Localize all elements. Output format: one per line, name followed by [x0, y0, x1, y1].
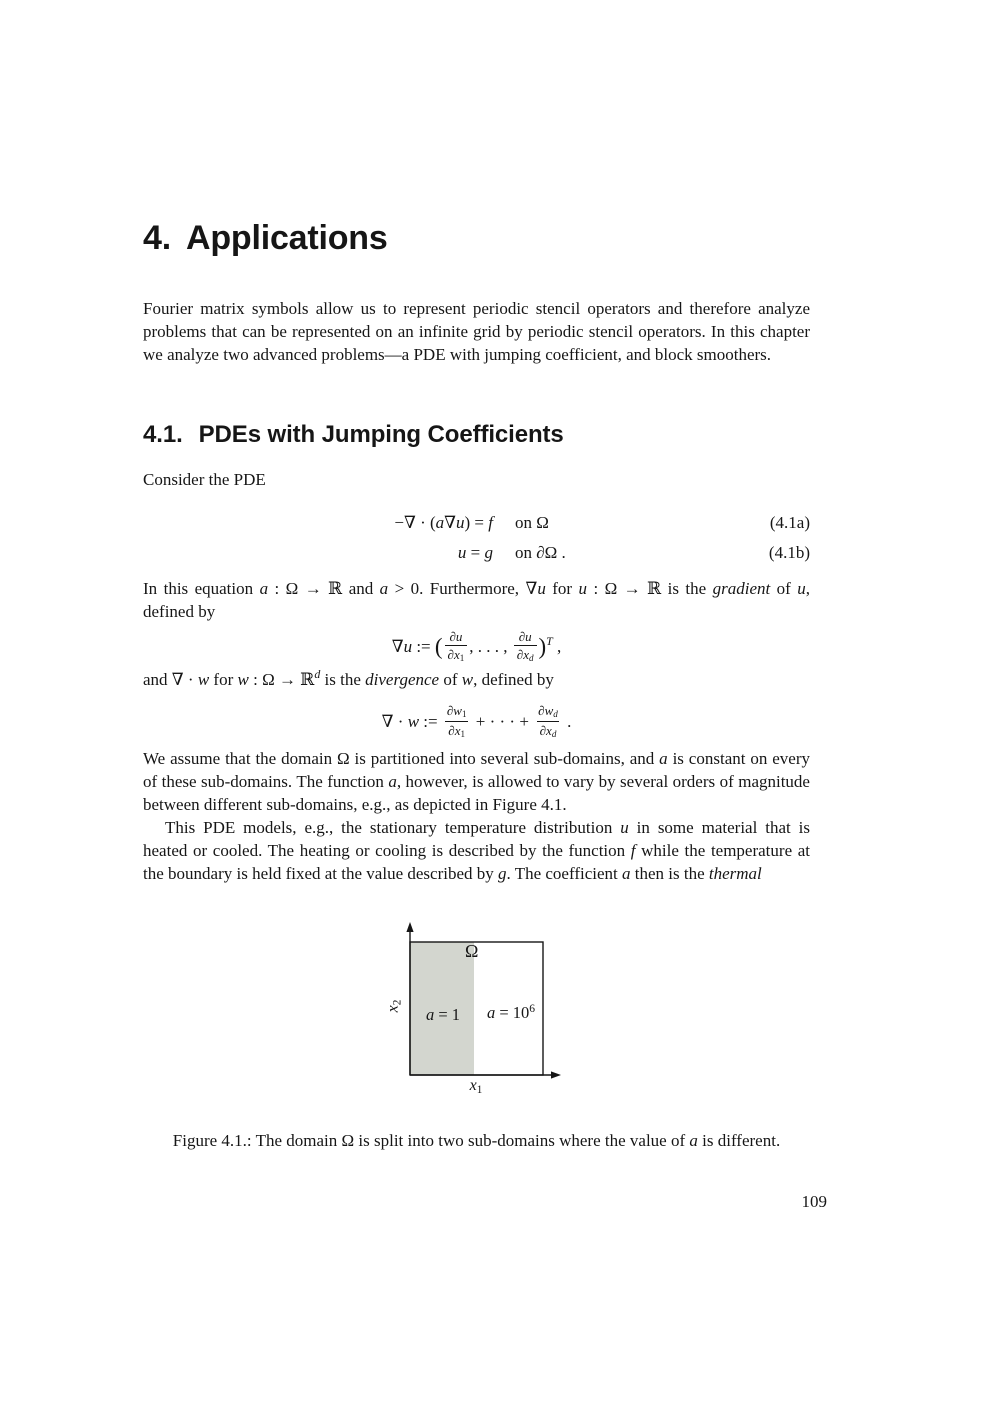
x1-axis-arrowhead	[551, 1071, 561, 1078]
equation-4-1a-body: −∇ · (a∇u) = f	[394, 513, 493, 532]
fraction-numerator: $\partial w_1$	[446, 702, 467, 720]
gradient-equation-rhs: )$^T$ ,	[538, 633, 562, 659]
assume-paragraph: We assume that the domain Ω is partitioned into several sub-domains, and a is constant on every of these sub-domains. The function a, however, is allowed to vary by several orders of magnitude between different sub-domains, e.g., as depicted in Figure 4.1.	[143, 749, 811, 814]
gradient-equation-dots: , . . . ,	[469, 636, 512, 656]
equation-4-1a-number: (4.1a)	[769, 513, 810, 532]
domain-omega-label: Ω	[465, 941, 479, 961]
fraction-denominator: $\partial x_1$	[445, 721, 468, 740]
partial-fraction	[514, 629, 537, 664]
subdomain-a1-label: a = 1	[425, 1005, 461, 1024]
equation-4-1a	[143, 508, 810, 538]
fraction-denominator: $\partial x_d$	[514, 645, 537, 664]
chapter-title: Applications	[185, 219, 388, 257]
figure-caption: Figure 4.1.: The domain Ω is split into two sub-domains where the value of a is different.	[172, 1131, 781, 1150]
fraction-denominator: $\partial x_1$	[445, 645, 468, 664]
fraction-numerator: $\partial w_d$	[538, 702, 558, 720]
subdomain-a1e6-label: $a = 10^6$	[486, 1002, 536, 1022]
section-number: 4.1.	[143, 421, 183, 448]
fraction-numerator: ∂u	[518, 628, 532, 644]
x2-axis-label: $x_2$	[384, 999, 404, 1013]
equation-4-1a-condition: on Ω	[515, 513, 549, 532]
divergence-equation-lhs: ∇ · w :=	[381, 711, 442, 731]
divergence-intro-paragraph: and ∇ · w for w : Ω → ℝ$^d$ is the divergence of w, defined by	[143, 667, 554, 689]
gradient-intro-paragraph: In this equation a : Ω → ℝ and a > 0. Furthermore, ∇u for u : Ω → ℝ is the gradient of u, defined by	[143, 579, 811, 621]
section-title: PDEs with Jumping Coefficients	[198, 421, 564, 448]
partial-fraction	[535, 703, 561, 740]
chapter-heading	[143, 219, 388, 257]
fraction-numerator: ∂u	[449, 628, 463, 644]
equation-4-1b-condition: on ∂Ω .	[515, 543, 566, 562]
chapter-number: 4.	[143, 219, 171, 257]
page-number: 109	[801, 1192, 827, 1211]
equation-4-1	[143, 508, 810, 568]
gradient-equation-lhs: ∇u := (	[391, 633, 443, 659]
partial-fraction	[445, 629, 468, 664]
divergence-definition-equation	[143, 699, 810, 743]
divergence-equation-dots: + · · · +	[471, 711, 534, 731]
equation-4-1b-number: (4.1b)	[768, 543, 810, 562]
x1-axis-label: $x_1$	[469, 1077, 483, 1097]
equation-4-1b	[143, 538, 810, 568]
intro-paragraph: Fourier matrix symbols allow us to represent periodic stencil operators and therefore analyze problems that can be represented on an infinite grid by periodic stencil operators. In this chapter we analyze two advanced problems—a PDE with jumping coefficient, and block smoothers.	[143, 299, 810, 364]
section-heading	[143, 421, 564, 449]
gradient-definition-equation	[143, 624, 810, 668]
equation-4-1b-body: u = g	[457, 543, 493, 562]
fraction-denominator: $\partial x_d$	[537, 721, 560, 740]
models-paragraph: This PDE models, e.g., the stationary temperature distribution u in some material that is heated or cooled. The heating or cooling is described by the function f while the temperature at the boundary is held fixed at the value described by g. The coefficient a then is the thermal	[143, 818, 811, 883]
consider-line: Consider the PDE	[143, 470, 266, 489]
partial-fraction	[444, 703, 470, 740]
figure-4-1	[385, 918, 575, 1114]
divergence-equation-rhs: .	[562, 711, 572, 731]
x2-axis-arrowhead	[406, 922, 413, 932]
